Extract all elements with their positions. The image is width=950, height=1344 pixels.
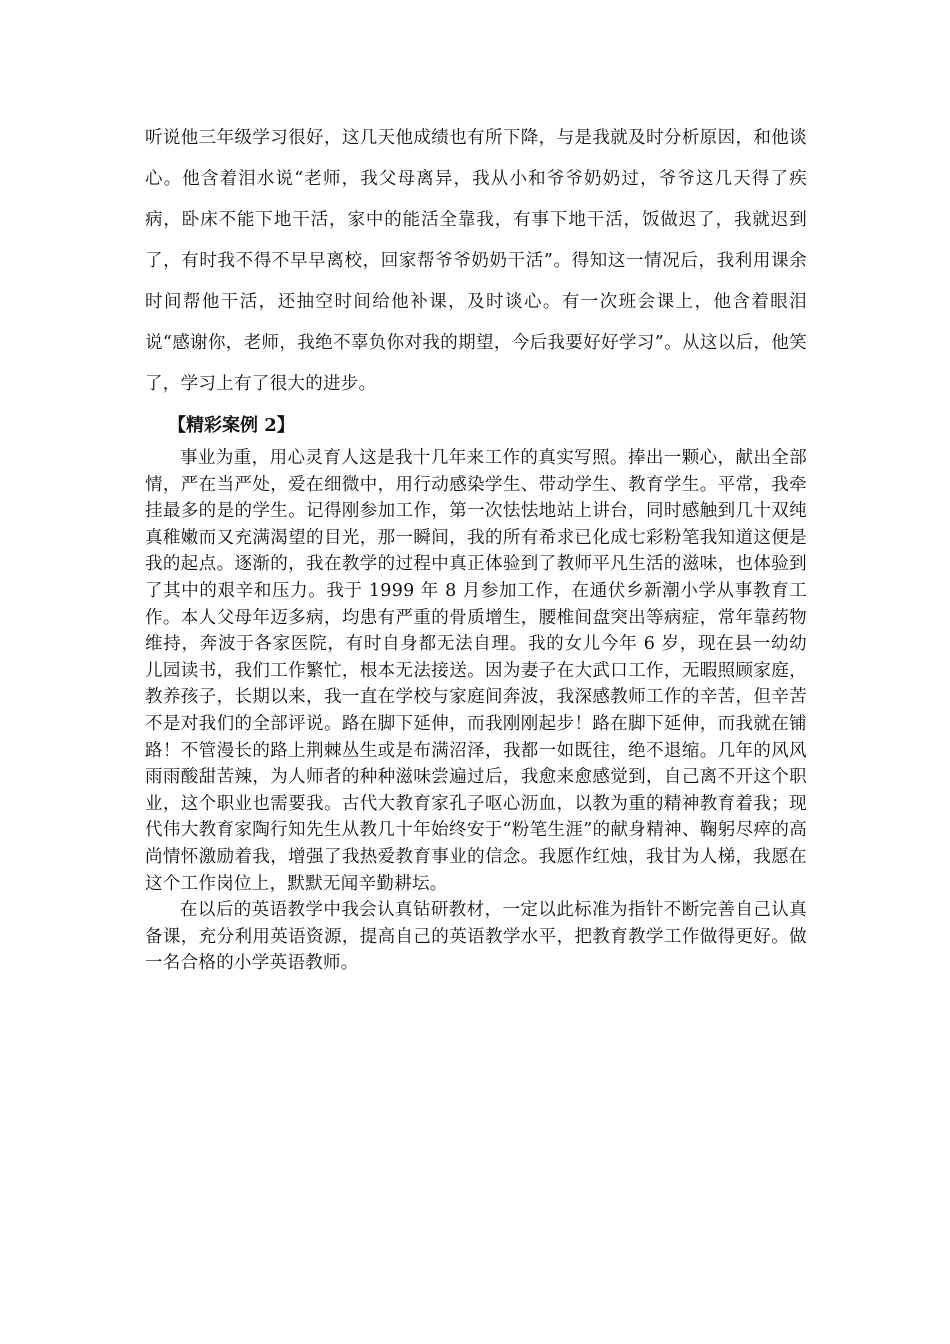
closing-paragraph: 在以后的英语教学中我会认真钻研教材，一定以此标准为指针不断完善自己认真备课，充分利用英语资源，提高自己的英语教学水平，把教育教学工作做得更好。做一名合格的小学英语教师。 (145, 900, 807, 974)
intro-paragraph: 听说他三年级学习很好，这几天他成绩也有所下降，与是我就及时分析原因，和他谈心。他含着泪水说“老师，我父母离异，我从小和爷爷奶奶过，爷爷这几天得了疾病，卧床不能下地干活，家中的能活全靠我，有事下地干活，饭做迟了，我就迟到了，有时我不得不早早离校，回家帮爷爷奶奶干活”。得知这一情况后，我利用课余时间帮他干活，还抽空时间给他补课，及时谈心。有一次班会课上，他含着眼泪说“感谢你，老师，我绝不辜负你对我的期望，今后我要好好学习”。从这以后，他笑了，学习上有了很大的进步。 (145, 128, 807, 394)
case-heading: 【精彩案例 2】 (168, 415, 295, 436)
case-paragraph: 事业为重，用心灵育人这是我十几年来工作的真实写照。捧出一颗心，献出全部情，严在当严处，爱在细微中，用行动感染学生、带动学生、教育学生。平常，我牵挂最多的是的学生。记得刚参加工作，第一次怯怯地站上讲台，同时感触到几十双纯真稚嫩而又充满渴望的目光，那一瞬间，我的所有希求已化成七彩粉笔我知道这便是我的起点。逐渐的，我在教学的过程中真正体验到了教师平凡生活的滋味，也体验到了其中的艰辛和压力。我于 1999 年 8 月参加工作，在通伏乡新潮小学从事教育工作。本人父母年迈多病，均患有严重的骨质增生，腰椎间盘突出等病症，常年靠药物维持，奔波于各家医院，有时自身都无法自理。我的女儿今年 6 岁，现在县一幼幼儿园读书，我们工作繁忙，根本无法接送。因为妻子在大武口工作，无暇照顾家庭，教养孩子，长期以来，我一直在学校与家庭间奔波，我深感教师工作的辛苦，但辛苦不是对我们的全部评说。路在脚下延伸，而我刚刚起步！路在脚下延伸，而我就在铺路！不管漫长的路上荆棘丛生或是布满沼泽，我都一如既往，绝不退缩。几年的风风雨雨酸甜苦辣，为人师者的种种滋味尝遍过后，我愈来愈感觉到，自己离不开这个职业，这个职业也需要我。古代大教育家孔子呕心沥血，以教为重的精神教育着我；现代伟大教育家陶行知先生从教几十年始终安于“粉笔生涯”的献身精神、鞠躬尽瘁的高尚情怀激励着我，增强了我热爱教育事业的信念。我愿作红烛，我甘为人梯，我愿在这个工作岗位上，默默无闻辛勤耕坛。 (145, 448, 807, 894)
document-page (145, 118, 807, 977)
